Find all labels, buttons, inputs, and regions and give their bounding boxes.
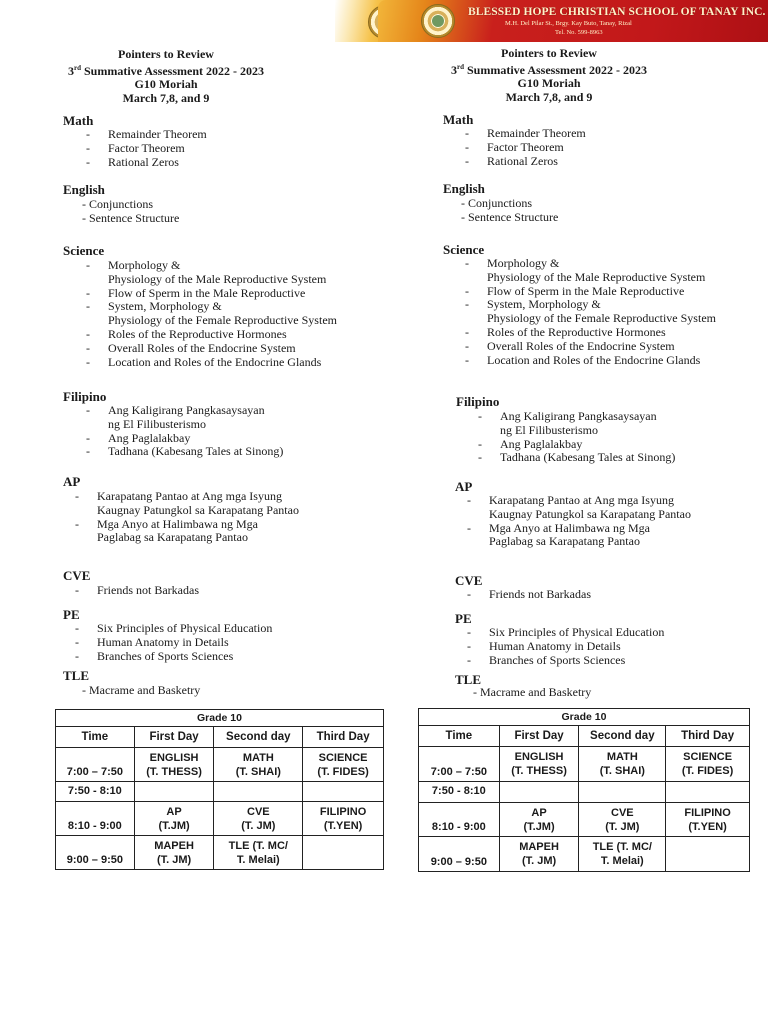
subject-science-heading: Science	[63, 243, 105, 258]
schedule-cell	[303, 782, 384, 802]
time-cell: 7:00 – 7:50	[419, 747, 500, 782]
time-cell: 8:10 - 9:00	[56, 802, 135, 836]
schedule-cell: AP (T.JM)	[499, 803, 579, 837]
column-header: Second day	[579, 726, 666, 747]
table-row	[56, 748, 384, 782]
list-item: - Sentence Structure	[82, 210, 180, 225]
list-item: - Location and Roles of the Endocrine Glands	[86, 354, 322, 369]
list-item: - Flow of Sperm in the Male Reproductive	[465, 283, 685, 298]
list-item: - Conjunctions	[82, 197, 153, 211]
subject-ap-items	[75, 490, 299, 545]
schedule-cell: CVE (T. JM)	[579, 803, 666, 837]
subject-tle-items	[473, 686, 591, 700]
column-header: First Day	[499, 726, 579, 747]
list-item: - Flow of Sperm in the Male Reproductive	[86, 285, 306, 300]
list-item: - Ang Paglalakbay	[478, 436, 583, 451]
list-item: - Ang Paglalakbay	[86, 430, 191, 445]
school-name: BLESSED HOPE CHRISTIAN SCHOOL OF TANAY INC.	[468, 6, 766, 18]
schedule-cell: TLE (T. MC/ T. Melai)	[579, 837, 666, 872]
list-item: - Mga Anyo at Halimbawa ng Mga	[75, 516, 258, 531]
list-item: - Tadhana (Kabesang Tales at Sinong)	[86, 444, 284, 459]
subject-cve-heading: CVE	[455, 573, 483, 588]
subject-english-items	[82, 198, 179, 226]
list-item: - Remainder Theorem	[86, 127, 207, 141]
subject-tle-heading: TLE	[455, 672, 482, 687]
subject-english-items	[461, 197, 558, 225]
list-item: - Roles of the Reproductive Hormones	[86, 326, 287, 341]
schedule-cell	[499, 782, 579, 803]
subject-pe-items	[75, 622, 272, 663]
school-telephone: Tel. No. 599-8963	[555, 29, 603, 36]
list-item: - Karapatang Pantao at Ang mga Isyung	[75, 489, 282, 503]
list-item: - Location and Roles of the Endocrine Glands	[465, 352, 701, 367]
list-item: - Human Anatomy in Details	[467, 638, 621, 653]
subject-filipino-items	[478, 410, 675, 465]
subject-english-heading: English	[63, 182, 105, 197]
list-item: Physiology of the Male Reproductive System	[108, 271, 327, 286]
schedule-cell: MATH (T. SHAI)	[214, 748, 303, 782]
schedule-cell: AP (T.JM)	[134, 802, 214, 836]
schedule-cell: FILIPINO (T.YEN)	[666, 803, 750, 837]
subject-science-items	[86, 259, 337, 369]
subject-pe-items	[467, 626, 664, 667]
schedule-cell	[214, 782, 303, 802]
subject-cve-heading: CVE	[63, 568, 91, 583]
subject-cve-items	[75, 584, 199, 598]
table-title: Grade 10	[419, 709, 750, 726]
list-item: - Ang Kaligirang Pangkasaysayan	[86, 403, 265, 417]
column-header: Second day	[214, 727, 303, 748]
time-cell: 8:10 - 9:00	[419, 803, 500, 837]
column-header: Third Day	[666, 726, 750, 747]
subject-math-heading: Math	[443, 112, 474, 127]
schedule-cell	[303, 836, 384, 870]
list-item: - System, Morphology &	[465, 297, 601, 312]
table-title: Grade 10	[56, 710, 384, 727]
subject-tle-items	[82, 684, 200, 698]
schedule-cell: TLE (T. MC/ T. Melai)	[214, 836, 303, 870]
list-item: ng El Filibusterismo	[108, 416, 207, 431]
list-item: - Rational Zeros	[86, 154, 179, 169]
list-item: - Factor Theorem	[465, 139, 564, 154]
subject-tle-heading: TLE	[63, 668, 90, 683]
schedule-cell: SCIENCE (T. FIDES)	[303, 748, 384, 782]
schedule-cell: ENGLISH (T. THESS)	[499, 747, 579, 782]
schedule-table	[418, 708, 750, 872]
schedule-cell: MATH (T. SHAI)	[579, 747, 666, 782]
list-item: - Ang Kaligirang Pangkasaysayan	[478, 409, 657, 423]
list-item: - Karapatang Pantao at Ang mga Isyung	[467, 493, 674, 507]
list-item: - Overall Roles of the Endocrine System	[465, 338, 675, 353]
time-cell: 7:00 – 7:50	[56, 748, 135, 782]
list-item: - Six Principles of Physical Education	[467, 625, 665, 639]
sheet-heading: Pointers to Review 3rd Summative Assessment 2022 - 2023 G10 Moriah March 7,8, and 9	[68, 47, 264, 105]
schedule-cell	[666, 837, 750, 872]
list-item: - Roles of the Reproductive Hormones	[465, 324, 666, 339]
school-seal-icon	[421, 4, 455, 38]
schedule-cell: FILIPINO (T.YEN)	[303, 802, 384, 836]
list-item: - Six Principles of Physical Education	[75, 621, 273, 635]
subject-ap-heading: AP	[455, 479, 473, 494]
schedule-cell: MAPEH (T. JM)	[134, 836, 214, 870]
subject-filipino-items	[86, 404, 283, 459]
subject-ap-items	[467, 494, 691, 549]
list-item: - Factor Theorem	[86, 140, 185, 155]
list-item: - Macrame and Basketry	[473, 685, 592, 699]
time-cell: 7:50 - 8:10	[419, 782, 500, 803]
table-row	[56, 802, 384, 836]
subject-filipino-heading: Filipino	[63, 389, 107, 404]
schedule-cell: MAPEH (T. JM)	[499, 837, 579, 872]
list-item: - Tadhana (Kabesang Tales at Sinong)	[478, 450, 676, 465]
time-cell: 9:00 – 9:50	[56, 836, 135, 870]
subject-math-items	[86, 128, 207, 169]
subject-science-heading: Science	[443, 242, 485, 257]
time-cell: 7:50 - 8:10	[56, 782, 135, 802]
schedule-cell: CVE (T. JM)	[214, 802, 303, 836]
table-row	[56, 782, 384, 802]
subject-pe-heading: PE	[63, 607, 80, 622]
table-row	[56, 836, 384, 870]
subject-cve-items	[467, 588, 591, 602]
list-item: Physiology of the Female Reproductive System	[108, 313, 337, 328]
table-row	[419, 837, 750, 872]
list-item: Paglabag sa Karapatang Pantao	[97, 530, 248, 545]
list-item: Paglabag sa Karapatang Pantao	[489, 534, 640, 549]
column-header: Time	[419, 726, 500, 747]
schedule-cell	[666, 782, 750, 803]
list-item: Kaugnay Patungkol sa Karapatang Pantao	[97, 502, 299, 517]
school-address: M.H. Del Pilar St., Brgy. Kay Buto, Tanay, Rizal	[505, 20, 632, 27]
list-item: - Mga Anyo at Halimbawa ng Mga	[467, 520, 650, 535]
sheet-heading: Pointers to Review 3rd Summative Assessment 2022 - 2023 G10 Moriah March 7,8, and 9	[451, 46, 647, 104]
list-item: - Sentence Structure	[461, 209, 559, 224]
subject-math-heading: Math	[63, 113, 94, 128]
table-row	[419, 803, 750, 837]
subject-filipino-heading: Filipino	[456, 394, 500, 409]
subject-science-items	[465, 257, 716, 367]
column-header: Third Day	[303, 727, 384, 748]
subject-english-heading: English	[443, 181, 485, 196]
list-item: - Human Anatomy in Details	[75, 634, 229, 649]
list-item: - Friends not Barkadas	[467, 587, 591, 601]
list-item: - Rational Zeros	[465, 153, 558, 168]
table-row	[419, 747, 750, 782]
list-item: Physiology of the Male Reproductive System	[487, 269, 706, 284]
table-row	[419, 782, 750, 803]
subject-math-items	[465, 127, 586, 168]
subject-ap-heading: AP	[63, 474, 81, 489]
list-item: Physiology of the Female Reproductive System	[487, 311, 716, 326]
list-item: - Morphology &	[465, 256, 560, 270]
column-header: First Day	[134, 727, 214, 748]
list-item: - Overall Roles of the Endocrine System	[86, 340, 296, 355]
list-item: - Conjunctions	[461, 196, 532, 210]
schedule-cell	[579, 782, 666, 803]
list-item: - System, Morphology &	[86, 299, 222, 314]
schedule-cell: SCIENCE (T. FIDES)	[666, 747, 750, 782]
column-header: Time	[56, 727, 135, 748]
list-item: - Friends not Barkadas	[75, 583, 199, 597]
list-item: ng El Filibusterismo	[500, 422, 599, 437]
schedule-table	[55, 709, 384, 870]
time-cell: 9:00 – 9:50	[419, 837, 500, 872]
list-item: - Branches of Sports Sciences	[467, 652, 626, 667]
schedule-cell: ENGLISH (T. THESS)	[134, 748, 214, 782]
list-item: Kaugnay Patungkol sa Karapatang Pantao	[489, 506, 691, 521]
subject-pe-heading: PE	[455, 611, 472, 626]
schedule-cell	[134, 782, 214, 802]
list-item: - Remainder Theorem	[465, 126, 586, 140]
list-item: - Branches of Sports Sciences	[75, 648, 234, 663]
list-item: - Morphology &	[86, 258, 181, 272]
list-item: - Macrame and Basketry	[82, 683, 201, 697]
